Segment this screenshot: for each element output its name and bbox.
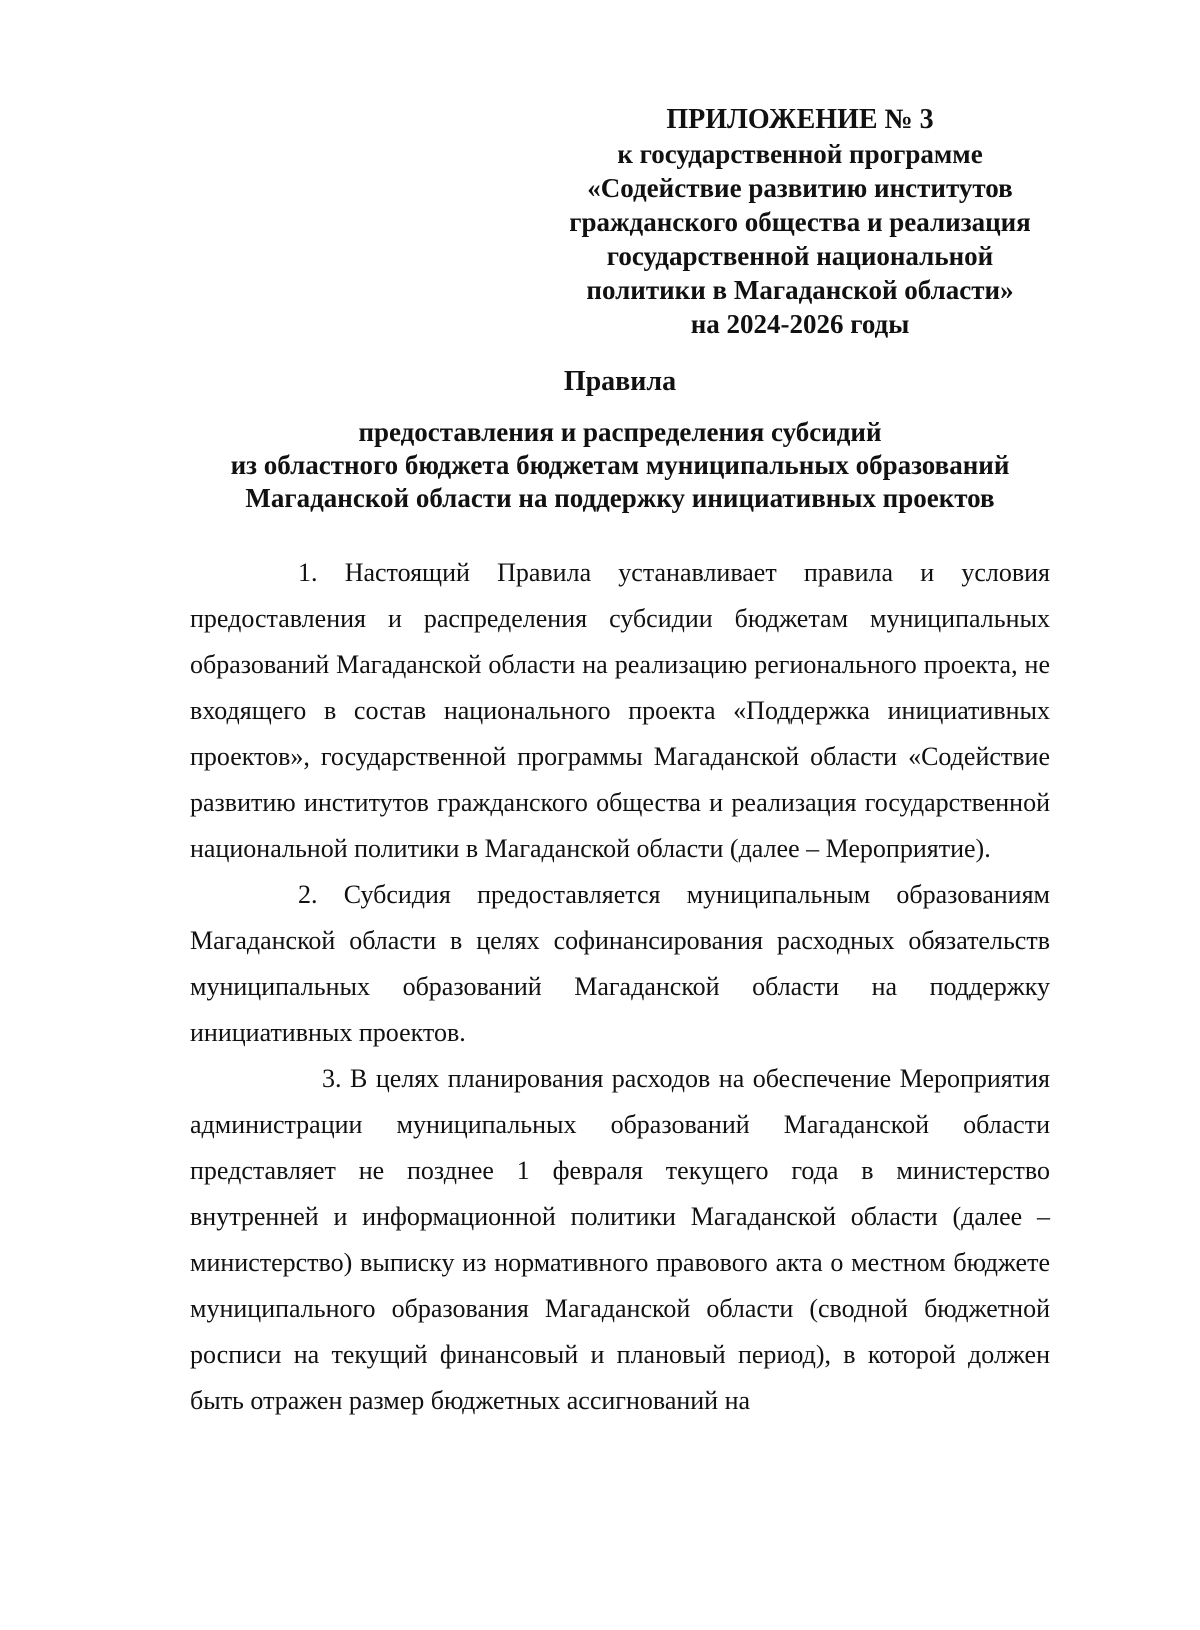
appendix-heading: ПРИЛОЖЕНИЕ № 3 [666, 104, 934, 135]
appendix-line: «Содействие развитию институтов [587, 173, 1013, 203]
paragraph-number: 2. [298, 880, 318, 909]
appendix-line: гражданского общества и реализация [569, 207, 1031, 237]
paragraph-2 [190, 872, 1050, 1056]
paragraph-text: Субсидия предоставляется муниципальным образованиям Магаданской области в целях софинансирования расходных обязательств муниципальных образований Магаданской области на поддержку инициативных проектов. [190, 880, 1051, 1047]
title-line: из областного бюджета бюджетам муниципальных образований [230, 450, 1010, 480]
paragraph-text: Настоящий Правила устанавливает правила и условия предоставления и распределения субсидии бюджетам муниципальных образований Магаданской области на реализацию регионального проекта, не входящего в состав национального проекта «Поддержка инициативных проектов», государственной программы Магаданской области «Содействие развитию институтов гражданского общества и реализация государственной национальной политики в Магаданской области (далее – Мероприятие). [190, 558, 1051, 863]
appendix-line: к государственной программе [617, 139, 983, 169]
title-main: Правила [563, 366, 677, 397]
paragraph-1 [190, 550, 1050, 872]
title-line: предоставления и распределения субсидий [358, 417, 882, 447]
paragraph-number: 3. [322, 1064, 342, 1093]
appendix-line: политики в Магаданской области» [586, 275, 1014, 305]
paragraph-3 [190, 1056, 1050, 1424]
appendix-header [560, 103, 1040, 341]
appendix-line: на 2024-2026 годы [690, 309, 910, 339]
document-body [190, 550, 1050, 1424]
title-line: Магаданской области на поддержку инициативных проектов [245, 483, 995, 513]
paragraph-number: 1. [298, 558, 318, 587]
document-title [190, 365, 1050, 515]
appendix-line: государственной национальной [606, 241, 994, 271]
paragraph-text: В целях планирования расходов на обеспечение Мероприятия администрации муниципальных образований Магаданской области представляет не позднее 1 февраля текущего года в министерство внутренней и информационной политики Магаданской области (далее – министерство) выписку из нормативного правового акта о местном бюджете муниципального образования Магаданской области (сводной бюджетной росписи на текущий финансовый и плановый период), в которой должен быть отражен размер бюджетных ассигнований на [190, 1064, 1051, 1415]
